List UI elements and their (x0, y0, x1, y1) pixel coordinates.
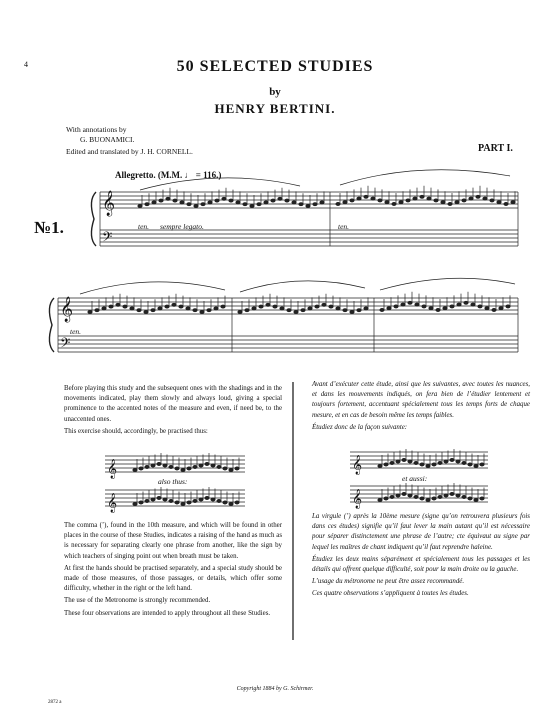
note-head (123, 305, 127, 308)
note-head (223, 501, 227, 504)
note-head (294, 310, 298, 313)
english-para-6: These four observations are intended to apply throughout all these Studies. (64, 609, 271, 617)
note-head (438, 495, 442, 498)
note-head (432, 463, 436, 466)
note-head (462, 461, 466, 464)
note-head (322, 303, 326, 306)
note-head (413, 197, 417, 200)
note-head (378, 464, 382, 467)
note-head (450, 458, 454, 461)
note-head (215, 199, 219, 202)
note-head (436, 308, 440, 311)
note-head (456, 460, 460, 463)
note-head (187, 467, 191, 470)
note-head (151, 309, 155, 312)
note-head (252, 307, 256, 310)
note-head (506, 305, 510, 308)
note-head (384, 497, 388, 500)
note-head (438, 461, 442, 464)
note-head (152, 201, 156, 204)
system1-treble-staff (100, 192, 518, 208)
note-head (457, 303, 461, 306)
note-head (245, 309, 249, 312)
system2-bass-staff (58, 336, 518, 352)
note-head (133, 468, 137, 471)
note-head (476, 195, 480, 198)
note-head (116, 303, 120, 306)
note-head (223, 467, 227, 470)
note-head (443, 307, 447, 310)
note-head (187, 203, 191, 206)
note-head (151, 498, 155, 501)
treble-clef-ex2: 𝄞 (107, 493, 118, 513)
part-label: PART I. (478, 143, 513, 154)
note-head (151, 464, 155, 467)
note-head (229, 199, 233, 202)
note-head (384, 463, 388, 466)
note-head (157, 462, 161, 465)
note-head (350, 310, 354, 313)
note-head (364, 195, 368, 198)
note-head (474, 498, 478, 501)
note-head (273, 305, 277, 308)
french-column-2 (312, 512, 530, 600)
treble-clef-ex3: 𝄞 (352, 455, 363, 475)
note-head (464, 301, 468, 304)
note-head (469, 197, 473, 200)
note-head (236, 201, 240, 204)
annotations-line: With annotations by (66, 125, 127, 134)
note-head (456, 494, 460, 497)
note-head (497, 201, 501, 204)
note-head (320, 201, 324, 204)
note-head (193, 465, 197, 468)
note-head (179, 305, 183, 308)
note-head (250, 204, 254, 207)
note-head (414, 495, 418, 498)
note-head (186, 307, 190, 310)
note-head (257, 203, 261, 206)
note-head (434, 199, 438, 202)
by-line: by (269, 86, 281, 98)
plate-number: 2872 a (48, 700, 62, 705)
note-head (278, 197, 282, 200)
treble-clef-ex1: 𝄞 (107, 459, 118, 479)
note-head (193, 499, 197, 502)
note-head (444, 460, 448, 463)
note-head (420, 463, 424, 466)
note-head (415, 303, 419, 306)
note-head (211, 498, 215, 501)
note-head (414, 461, 418, 464)
note-head (205, 496, 209, 499)
note-head (145, 203, 149, 206)
note-head (163, 464, 167, 467)
bass-clef-1: 𝄢 (102, 229, 113, 248)
note-head (169, 499, 173, 502)
page-number: 4 (24, 60, 28, 69)
note-head (396, 494, 400, 497)
note-head (238, 310, 242, 313)
note-head (357, 197, 361, 200)
english-para-3: The comma (’), found in the 10th measure, and which will be found in other places in the course of these Studies, indicates a raising of the hand as much as is necessary for separating clearly one phrase from another, like the sign by which teachers of singing point out when breath must be taken. (64, 522, 282, 560)
french-para-2: Étudiez donc de la façon suivante: (312, 423, 408, 431)
note-head (462, 199, 466, 202)
note-head (385, 201, 389, 204)
note-head (420, 195, 424, 198)
note-head (133, 502, 137, 505)
note-head (137, 309, 141, 312)
example-staff-2 (105, 490, 245, 506)
note-head (144, 310, 148, 313)
note-head (380, 308, 384, 311)
ten-label-3: ten. (70, 327, 82, 336)
note-head (175, 467, 179, 470)
note-head (402, 492, 406, 495)
note-head (169, 465, 173, 468)
note-head (287, 309, 291, 312)
note-head (266, 303, 270, 306)
note-head (138, 204, 142, 207)
note-head (480, 463, 484, 466)
note-head (336, 202, 340, 205)
note-head (292, 201, 296, 204)
note-head (329, 305, 333, 308)
note-head (478, 305, 482, 308)
note-head (181, 502, 185, 505)
page-title: 50 SELECTED STUDIES (176, 58, 374, 75)
note-head (426, 498, 430, 501)
note-head (448, 202, 452, 205)
english-column-2 (64, 521, 282, 619)
note-head (432, 497, 436, 500)
note-head (187, 501, 191, 504)
note-head (214, 307, 218, 310)
note-head (221, 305, 225, 308)
note-head (499, 307, 503, 310)
note-head (301, 309, 305, 312)
note-head (158, 307, 162, 310)
note-head (145, 465, 149, 468)
english-para-2: This exercise should, accordingly, be practised thus: (64, 427, 208, 435)
french-para-6: Ces quatre observations s’appliquent à toutes les études. (312, 590, 469, 598)
note-head (394, 305, 398, 308)
note-head (205, 462, 209, 465)
note-head (217, 499, 221, 502)
note-head (483, 197, 487, 200)
note-head (264, 201, 268, 204)
note-head (308, 307, 312, 310)
treble-clef-2: 𝄞 (60, 297, 74, 322)
note-head (207, 309, 211, 312)
note-head (399, 201, 403, 204)
note-head (408, 301, 412, 304)
note-head (350, 199, 354, 202)
note-head (173, 199, 177, 202)
system1-bass-staff (100, 230, 518, 246)
note-head (402, 458, 406, 461)
note-head (387, 307, 391, 310)
note-head (166, 197, 170, 200)
note-head (422, 305, 426, 308)
note-head (193, 309, 197, 312)
note-head (313, 203, 317, 206)
french-para-5: L’usage du métronome ne peut être assez recommandé. (312, 578, 465, 586)
note-head (492, 308, 496, 311)
note-head (180, 201, 184, 204)
note-head (364, 307, 368, 310)
note-head (229, 468, 233, 471)
example-staff-3 (350, 452, 488, 468)
note-head (201, 203, 205, 206)
note-head (408, 460, 412, 463)
note-head (378, 498, 382, 501)
note-head (109, 305, 113, 308)
ten-label-2: ten. (338, 222, 350, 231)
english-column (64, 384, 282, 437)
sempre-legato-label: sempre legato. (160, 222, 204, 231)
note-head (474, 464, 478, 467)
note-head (259, 305, 263, 308)
note-head (390, 461, 394, 464)
note-head (371, 197, 375, 200)
note-head (208, 201, 212, 204)
note-head (511, 201, 515, 204)
note-head (306, 204, 310, 207)
note-head (392, 202, 396, 205)
example-staff-4 (350, 486, 488, 502)
note-head (427, 197, 431, 200)
note-head (490, 199, 494, 202)
note-head (357, 309, 361, 312)
note-head (401, 303, 405, 306)
annotator-name: G. BUONAMICI. (80, 135, 135, 144)
note-head (441, 201, 445, 204)
note-head (199, 498, 203, 501)
note-head (235, 467, 239, 470)
note-head (406, 199, 410, 202)
note-head (471, 303, 475, 306)
note-head (468, 497, 472, 500)
note-head (455, 201, 459, 204)
note-head (229, 502, 233, 505)
note-head (159, 199, 163, 202)
note-head (172, 303, 176, 306)
note-head (88, 310, 92, 313)
note-head (163, 498, 167, 501)
note-head (390, 495, 394, 498)
bass-clef-2: 𝄢 (60, 335, 71, 354)
note-head (485, 307, 489, 310)
note-head (157, 496, 161, 499)
note-head (480, 497, 484, 500)
note-head (199, 464, 203, 467)
treble-clef-ex4: 𝄞 (352, 489, 363, 509)
note-head (315, 305, 319, 308)
note-head (396, 460, 400, 463)
note-head (222, 197, 226, 200)
example-staff-1 (105, 456, 245, 472)
note-head (429, 307, 433, 310)
treble-clef-1: 𝄞 (102, 191, 116, 216)
note-head (280, 307, 284, 310)
note-head (299, 203, 303, 206)
system2-treble-staff (58, 298, 518, 314)
french-column (312, 380, 530, 433)
french-para-4: Étudiez les deux mains séparément et spécialement tous les passages et les détails qui offrent quelque difficulté, soit pour la main droite ou la gauche. (312, 555, 530, 574)
note-head (130, 307, 134, 310)
note-head (217, 465, 221, 468)
note-head (450, 305, 454, 308)
note-head (462, 495, 466, 498)
note-head (271, 199, 275, 202)
note-head (145, 499, 149, 502)
note-head (139, 501, 143, 504)
english-para-4: At first the hands should be practised separately, and a special study should be made of those measures, of those passages, or details, which offer some difficulty, whether in the right or the left hand. (64, 564, 282, 593)
copyright-line: Copyright 1884 by G. Schirmer. (236, 686, 314, 692)
note-head (426, 464, 430, 467)
note-head (408, 494, 412, 497)
note-head (139, 467, 143, 470)
note-head (343, 201, 347, 204)
note-head (95, 309, 99, 312)
et-aussi-label: et aussi: (402, 474, 428, 483)
note-head (211, 464, 215, 467)
french-para-3: La virgule (’) après la 10ème mesure (signe qu’on retrouvera plusieurs fois dans ces études) signifie qu’il faut lever la main autant qu’il est nécessaire pour séparer distinctement une phrase de l’autre; cte équivaut au signe par lequel les maîtres de chant indiquent qu’il faut reprendre haleine. (312, 513, 530, 551)
study-number: №1. (34, 218, 64, 237)
note-head (420, 497, 424, 500)
english-para-1: Before playing this study and the subsequent ones with the shadings and in the movements indicated, play them slowly and always loud, giving a special prominence to the accented notes of the measure and even, if need be, to the unaccented ones. (64, 385, 282, 423)
note-head (175, 501, 179, 504)
note-head (343, 309, 347, 312)
note-head (181, 468, 185, 471)
also-thus-label: also thus: (158, 477, 188, 486)
note-head (165, 305, 169, 308)
note-head (450, 492, 454, 495)
tempo-marking: Allegretto. (M.M. ♩ = 116.) (115, 170, 222, 180)
note-head (194, 204, 198, 207)
note-head (235, 501, 239, 504)
note-head (504, 202, 508, 205)
note-head (102, 307, 106, 310)
editor-line: Edited and translated by J. H. CORNELL. (66, 147, 193, 156)
ten-label-1: ten. (138, 222, 150, 231)
note-head (243, 203, 247, 206)
note-head (468, 463, 472, 466)
english-para-5: The use of the Metronome is strongly recommended. (64, 597, 211, 605)
note-head (378, 199, 382, 202)
composer-name: HENRY BERTINI. (214, 101, 336, 116)
note-head (336, 307, 340, 310)
french-para-1: Avant d’exécuter cette étude, ainsi que les suivantes, avec toutes les nuances, et dans les mouvements indiqués, on fera bien de l’étudier lentement et toujours fortement, accentuant spécialement tous les temps forts de chaque mesure, et en cas de besoin même les temps faibles. (312, 381, 530, 419)
note-head (200, 310, 204, 313)
note-head (285, 199, 289, 202)
note-head (444, 494, 448, 497)
